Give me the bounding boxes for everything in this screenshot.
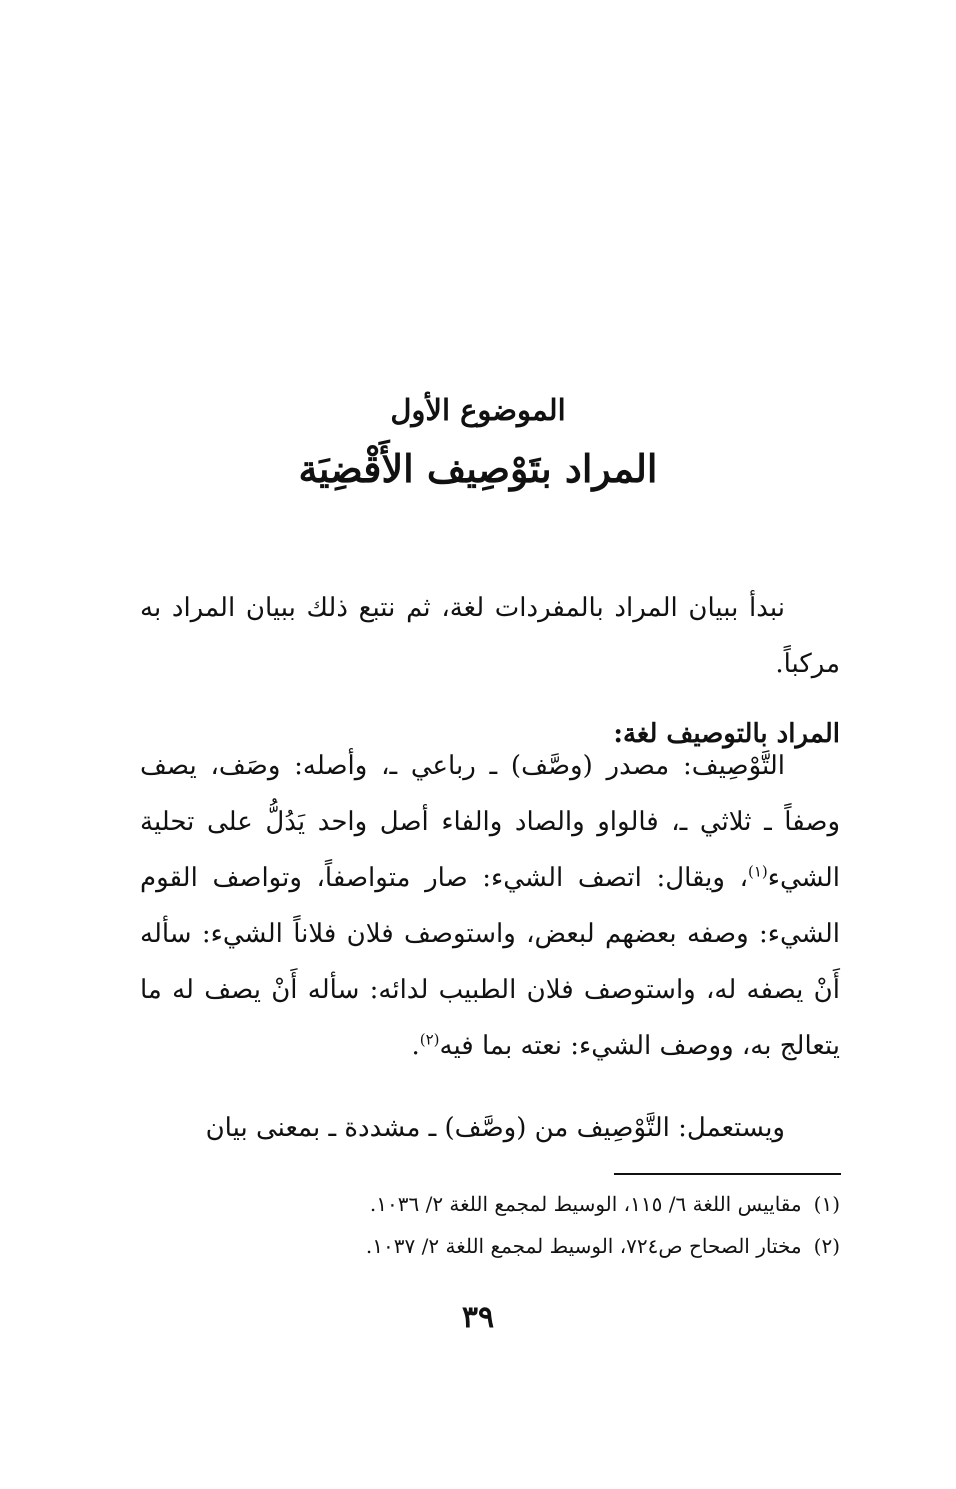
definition-paragraph	[140, 738, 840, 1074]
footnote-item	[140, 1183, 840, 1225]
page-number: ٣٩	[461, 1300, 495, 1335]
section-heading: المراد بالتوصيف لغة:	[613, 719, 840, 749]
definition-text-part3: .	[411, 1031, 420, 1061]
usage-paragraph: ويستعمل: التَّوْصِيف من (وصَّف) ـ مشددة ـ بمعنى بيان	[205, 1113, 785, 1143]
footnote-ref-1: (١)	[747, 862, 768, 881]
footnote-ref-2: (٢)	[419, 1030, 440, 1049]
definition-text-part2: ، ويقال: اتصف الشيء: صار متواصفاً، وتواصف القوم الشيء: وصفه بعضهم لبعض، واستوصف فلان فلاناً الشيء: سأله أَنْ يصفه له، واستوصف فلان الطبيب لدائه: سأله أَنْ يصف له ما يتعالج به، ووصف الشيء: نعته بما فيه	[140, 863, 840, 1061]
footnote-number: (٢)	[813, 1234, 840, 1258]
footnote-number: (١)	[813, 1192, 840, 1216]
footnotes	[140, 1183, 840, 1267]
footnote-text: مختار الصحاح ص٧٢٤، الوسيط لمجمع اللغة ٢/ ١٠٣٧.	[365, 1234, 802, 1258]
footnote-divider	[614, 1173, 841, 1175]
footnote-item	[140, 1225, 840, 1267]
intro-paragraph: نبدأ ببيان المراد بالمفردات لغة، ثم نتبع ذلك ببيان المراد به مركباً.	[140, 593, 840, 679]
footnote-text: مقاييس اللغة ٦/ ١١٥، الوسيط لمجمع اللغة ٢/ ١٠٣٦.	[369, 1192, 802, 1216]
definition-text-part1: التَّوْصِيف: مصدر (وصَّف) ـ رباعي ـ، وأصله: وصَف، يصف وصفاً ـ ثلاثي ـ، فالواو والصاد والفاء أصل واحد يَدُلُّ على تحلية الشيء	[140, 751, 840, 893]
topic-subtitle: الموضوع الأول	[390, 393, 566, 427]
topic-title: المراد بتَوْصِيف الأَقْضِيَة	[298, 446, 658, 491]
